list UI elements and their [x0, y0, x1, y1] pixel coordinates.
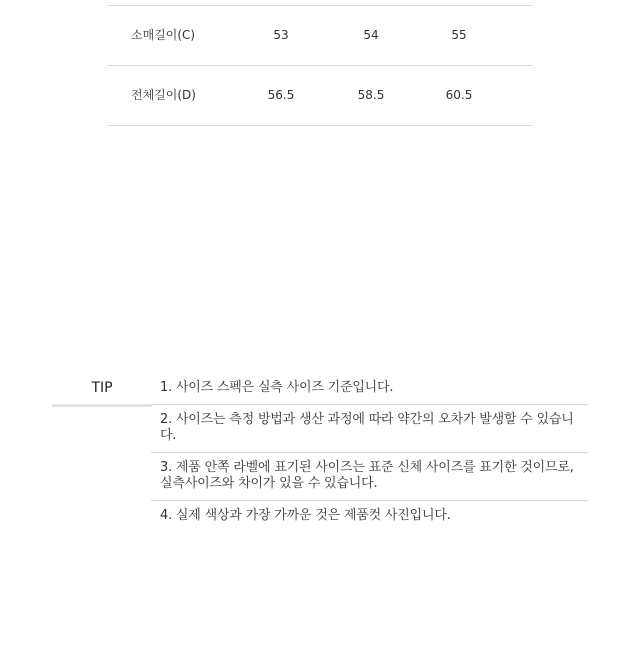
table-row-total-length [107, 66, 533, 126]
tip-list [151, 378, 588, 532]
table-row-sleeve-length [107, 6, 533, 66]
size-table [107, 5, 533, 126]
table-cell: 60.5 [445, 88, 473, 102]
tip-item-3: 3. 제품 안쪽 라벨에 표기된 사이즈는 표준 신체 사이즈를 표기한 것이므로, 실측사이즈와 차이가 있을 수 있습니다. [151, 453, 588, 501]
tip-item-4: 4. 실제 색상과 가장 가까운 것은 제품컷 사진입니다. [160, 508, 451, 523]
row-label: 소매길이(C) [131, 28, 196, 42]
table-cell: 58.5 [357, 88, 385, 102]
tip-title: TIP [52, 378, 152, 407]
row-label: 전체길이(D) [131, 88, 196, 102]
table-cell: 53 [273, 28, 289, 42]
table-cell: 55 [451, 28, 467, 42]
tip-item-2: 2. 사이즈는 측정 방법과 생산 과정에 따라 약간의 오차가 발생할 수 있습니다. [151, 405, 588, 453]
tip-item-1: 1. 사이즈 스펙은 실측 사이즈 기준입니다. [151, 378, 588, 405]
table-cell: 54 [363, 28, 379, 42]
table-cell: 56.5 [267, 88, 295, 102]
